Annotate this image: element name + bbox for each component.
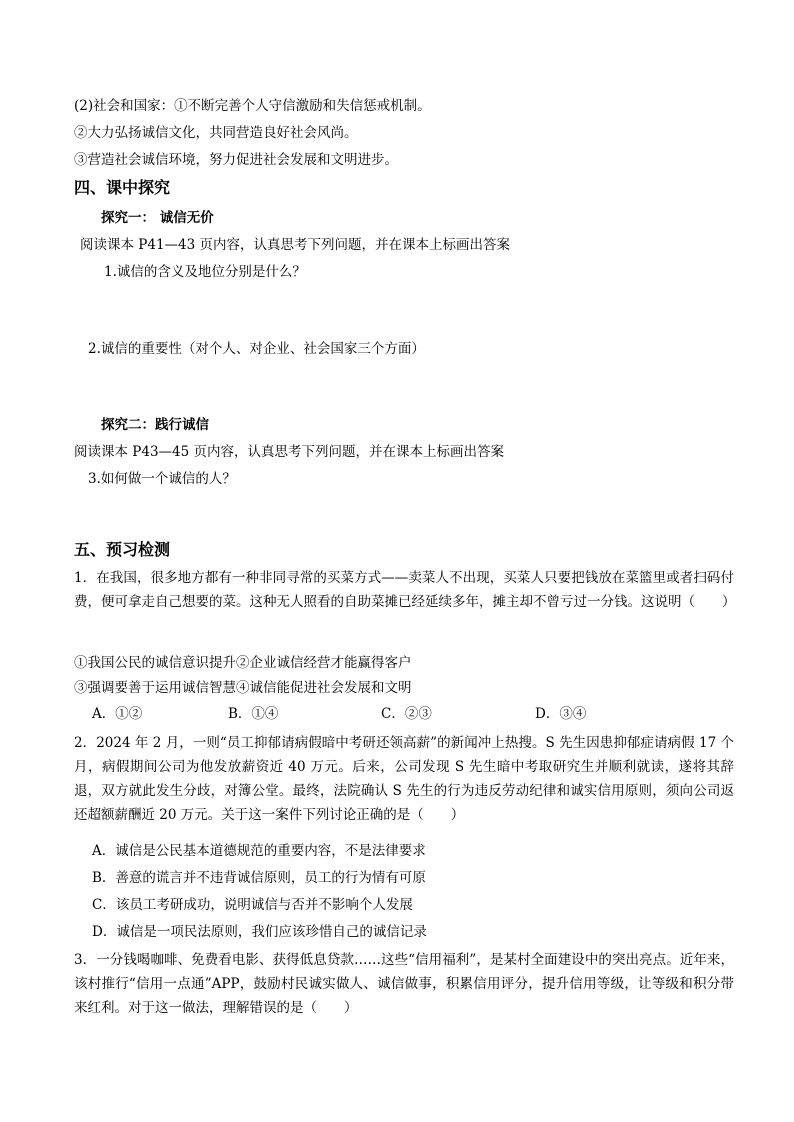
mcq-1-stem: 1．在我国，很多地方都有一种非同寻常的买菜方式——卖菜人不出现，买菜人只要把钱放在菜篮里或者扫码付费，便可拿走自己想要的菜。这种无人照看的自助菜摊已经延续多年，摊主却不曾亏过一分钱。这说明（ ） xyxy=(74,570,736,610)
mcq-1-statements-1: ①我国公民的诚信意识提升②企业诚信经营才能赢得客户 xyxy=(74,655,412,671)
mcq-1-statements-2: ③强调要善于运用诚信智慧④诚信能促进社会发展和文明 xyxy=(74,680,412,696)
mcq-2-option-b: B．善意的谎言并不违背诚信原则，员工的行为情有可原 xyxy=(92,870,426,886)
mcq-1-option-c: C．②③ xyxy=(381,706,432,722)
mcq-2-stem: 2．2024 年 2 月，一则“员工抑郁请病假暗中考研还领高薪”的新闻冲上热搜。S 先生因患抑郁症请病假 17 个月，病假期间公司为他发放薪资近 40 万元。后来，公司发现 S 先生暗中考取研究生并顺利就读，遂将其辞退，双方就此发生分歧，对簿公堂。最终，法院确认 S 先生的行为违反劳动纪律和诚实信用原则，须向公司返还超额薪酬近 20 万元。关于这一案件下列讨论正确的是（ ） xyxy=(74,735,734,823)
question-2: 2.诚信的重要性（对个人、对企业、社会国家三个方面） xyxy=(88,341,425,357)
explore-2-instruction: 阅读课本 P43—45 页内容，认真思考下列问题，并在课本上标画出答案 xyxy=(74,444,505,460)
society-state-item-3: ③营造社会诚信环境，努力促进社会发展和文明进步。 xyxy=(74,152,398,168)
explore-1-title: 探究一： 诚信无价 xyxy=(101,210,214,226)
mcq-1-option-b: B．①④ xyxy=(228,706,279,722)
mcq-2-option-a: A．诚信是公民基本道德规范的重要内容，不是法律要求 xyxy=(92,843,426,859)
society-state-item: (2)社会和国家：①不断完善个人守信激励和失信惩戒机制。 xyxy=(74,98,431,114)
question-1: 1.诚信的含义及地位分别是什么？ xyxy=(104,264,306,280)
mcq-2-option-c: C．该员工考研成功，说明诚信与否并不影响个人发展 xyxy=(92,897,413,913)
section-title-explore: 四、课中探究 xyxy=(74,178,171,197)
mcq-3-stem: 3．一分钱喝咖啡、免费看电影、获得低息贷款……这些“信用福利”，是某村全面建设中的突出亮点。近年来，该村推行“信用一点通”APP，鼓励村民诚实做人、诚信做事，积累信用评分，提升信用等级，让等级和积分带来红利。对于这一做法，理解错误的是（ ） xyxy=(74,952,734,1016)
question-3: 3.如何做一个诚信的人？ xyxy=(88,471,236,487)
section-title-preview-check: 五、预习检测 xyxy=(74,540,171,559)
mcq-1-option-d: D．③④ xyxy=(535,706,587,722)
mcq-1-option-a: A．①② xyxy=(92,706,143,722)
explore-2-title: 探究二：践行诚信 xyxy=(101,417,209,433)
mcq-2-option-d: D．诚信是一项民法原则，我们应该珍惜自己的诚信记录 xyxy=(92,924,427,940)
mcq-1-options xyxy=(92,705,712,723)
society-state-item-2: ②大力弘扬诚信文化，共同营造良好社会风尚。 xyxy=(74,125,358,141)
explore-1-instruction: 阅读课本 P41—43 页内容，认真思考下列问题，并在课本上标画出答案 xyxy=(80,237,511,253)
